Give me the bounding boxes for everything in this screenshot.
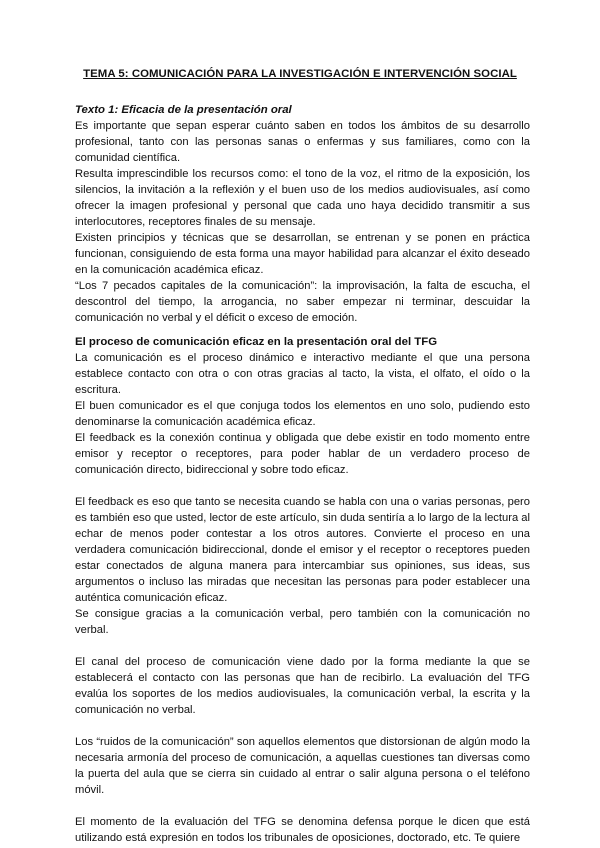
paragraph: Resulta imprescindible los recursos como: el tono de la voz, el ritmo de la exposición, los silencios, la invitación a la reflexión y el buen uso de los medios audiovisuales, así como ofrecer la imagen profesional y personal que cada uno haya decidido transmitir a sus interlocutores, receptores finales de su mensaje. [75,168,530,228]
paragraph: La comunicación es el proceso dinámico e interactivo mediante el que una persona establece contacto con otra o con otras gracias al tacto, la vista, el olfato, el oído o la escritura. [75,352,530,396]
document-body [75,102,530,846]
paragraph: Existen principios y técnicas que se desarrollan, se entrenan y se ponen en práctica funcionan, consiguiendo de esta forma una mayor habilidad para alcanzar el éxito deseado en la comunicación académica eficaz. [75,232,530,276]
section-heading-proceso: El proceso de comunicación eficaz en la presentación oral del TFG [75,336,438,348]
paragraph: El canal del proceso de comunicación viene dado por la forma mediante la que se establecerá el contacto con las personas que han de recibirlo. La evaluación del TFG evalúa los soportes de los medios audiovisuales, la comunicación verbal, la escrita y la comunicación no verbal. [75,656,530,716]
paragraph: Es importante que sepan esperar cuánto saben en todos los ámbitos de su desarrollo profesional, tanto con las personas sanas o enfermas y sus familiares, como con la comunidad científica. [75,120,530,164]
paragraph: El buen comunicador es el que conjuga todos los elementos en uno solo, pudiendo esto denominarse la comunicación académica eficaz. [75,400,530,428]
paragraph: El momento de la evaluación del TFG se denomina defensa porque le dicen que está utilizando está expresión en todos los tribunales de oposiciones, doctorado, etc. Te quiere [75,816,530,844]
paragraph: El feedback es eso que tanto se necesita cuando se habla con una o varias personas, pero es también eso que usted, lector de este artículo, sin duda sentiría a lo largo de la lectura al echar de menos poder contestar a los otros autores. Convierte el proceso en una verdadera comunicación bidireccional, donde el emisor y el receptor o receptores pueden estar conectados de alguna manera para intercambiar sus opiniones, sus ideas, sus argumentos o incluso las miradas que necesitan las personas para poder establecer una auténtica comunicación eficaz. [75,496,530,604]
paragraph: Los “ruidos de la comunicación” son aquellos elementos que distorsionan de algún modo la necesaria armonía del proceso de comunicación, a aquellas cuestiones tan diversas como la puerta del aula que se cierra sin cuidado al entrar o salir alguna persona o el teléfono móvil. [75,736,530,796]
paragraph: El feedback es la conexión continua y obligada que debe existir en todo momento entre emisor y receptor o receptores, para poder hablar de un verdadero proceso de comunicación directo, bidireccional y sobre todo eficaz. [75,432,530,476]
paragraph: “Los 7 pecados capitales de la comunicación”: la improvisación, la falta de escucha, el descontrol del tiempo, la arrogancia, no saber empezar ni terminar, descuidar la comunicación no verbal y el déficit o exceso de emoción. [75,280,530,324]
document-title: TEMA 5: COMUNICACIÓN PARA LA INVESTIGACIÓN E INTERVENCIÓN SOCIAL [83,68,517,80]
section-heading-eficacia: Texto 1: Eficacia de la presentación oral [75,104,292,116]
paragraph: Se consigue gracias a la comunicación verbal, pero también con la comunicación no verbal. [75,608,530,636]
